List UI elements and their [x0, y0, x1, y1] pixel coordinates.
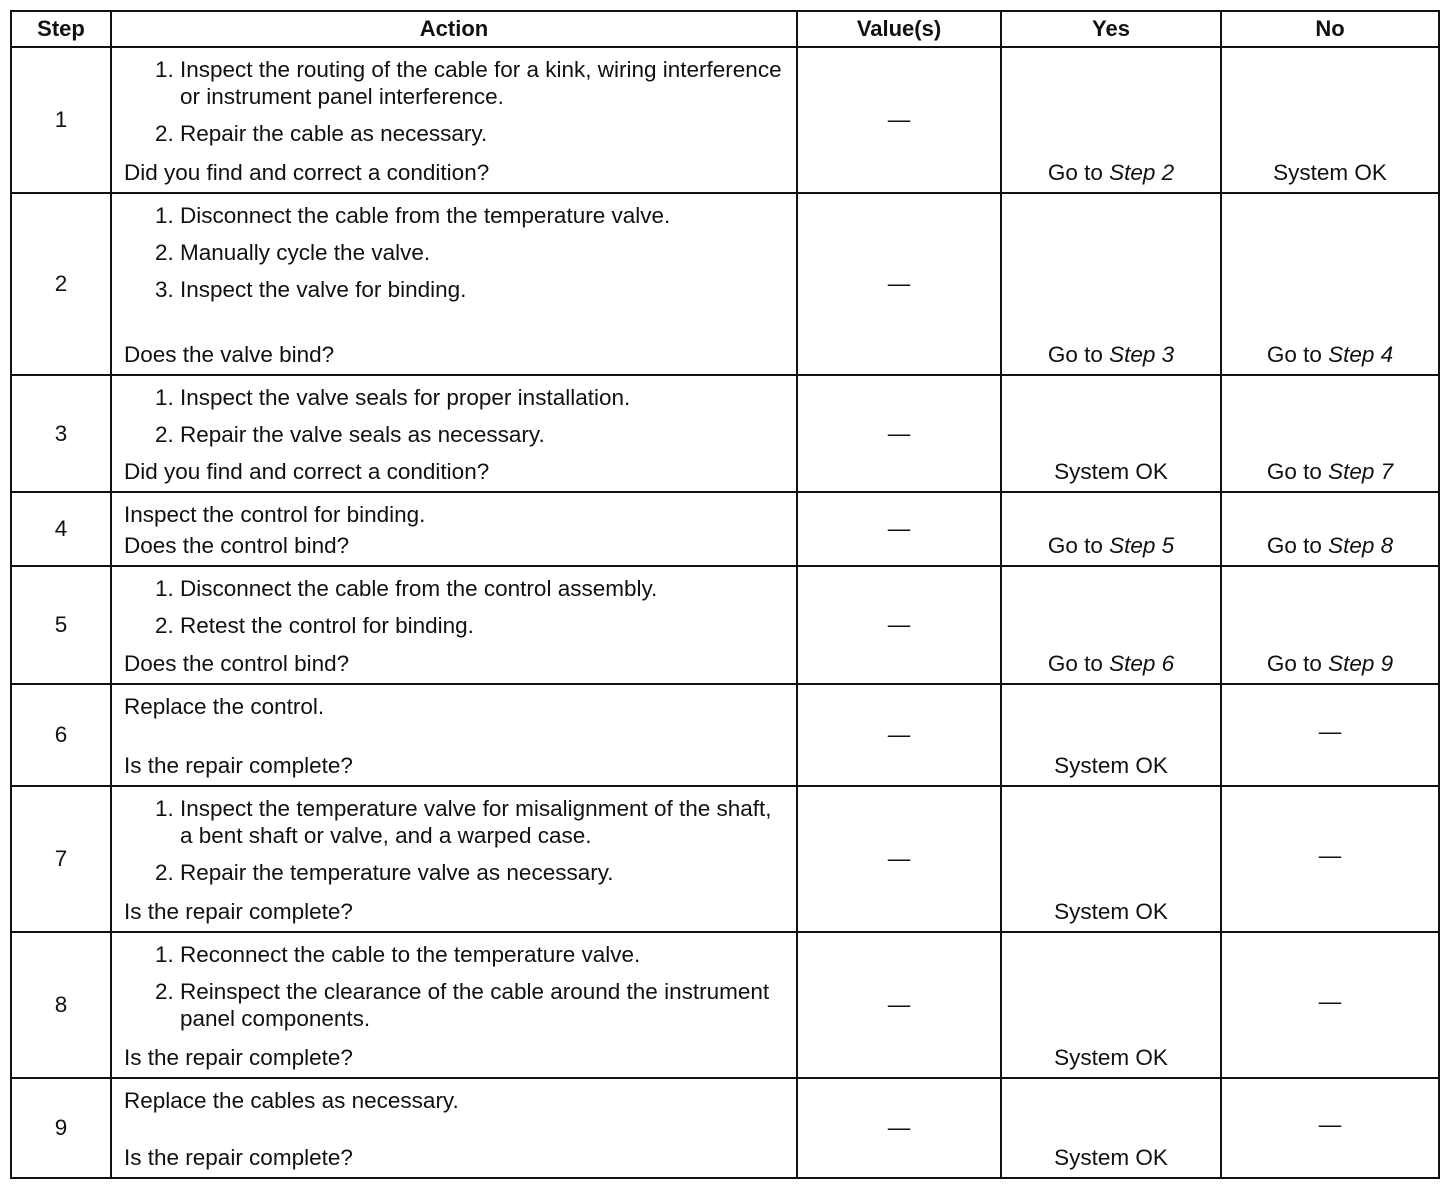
header-action: Action: [111, 11, 797, 47]
no-cell: [1221, 566, 1439, 684]
table-row: [11, 1078, 1439, 1178]
value-cell: —: [797, 566, 1001, 684]
no-cell: [1221, 786, 1439, 932]
action-instructions: [124, 56, 784, 157]
action-list-item: 1. Disconnect the cable from the temperature valve.: [180, 202, 784, 229]
action-question: Does the control bind?: [124, 651, 350, 676]
action-cell: [111, 786, 797, 932]
no-text: —: [1318, 719, 1342, 744]
yes-cell: [1001, 47, 1221, 193]
action-cell: [111, 1078, 797, 1178]
yes-cell: [1001, 375, 1221, 492]
yes-cell: [1001, 193, 1221, 375]
value-cell: —: [797, 375, 1001, 492]
action-instructions: [124, 1087, 784, 1114]
action-cell: [111, 47, 797, 193]
yes-step-ref: Step 2: [1109, 160, 1175, 185]
no-cell: [1221, 47, 1439, 193]
header-no: No: [1221, 11, 1439, 47]
no-step-ref: Step 4: [1328, 342, 1394, 367]
action-instructions: [124, 575, 784, 649]
action-instructions: [124, 941, 784, 1042]
action-question: Is the repair complete?: [124, 1045, 353, 1070]
action-content: [124, 795, 784, 925]
action-list: [124, 56, 784, 147]
yes-cell: [1001, 566, 1221, 684]
no-text: —: [1318, 989, 1342, 1014]
yes-text: Go to: [1047, 342, 1103, 367]
action-cell: [111, 932, 797, 1078]
action-list-item: 2. Repair the valve seals as necessary.: [180, 421, 784, 448]
value-cell: —: [797, 684, 1001, 786]
yes-text: System OK: [1054, 753, 1168, 778]
action-question: Does the valve bind?: [124, 342, 335, 367]
action-lead: Inspect the control for binding.: [124, 502, 426, 527]
action-content: [124, 501, 784, 559]
table-row: [11, 492, 1439, 566]
step-number: 5: [11, 566, 111, 684]
action-list: [124, 795, 784, 886]
action-list-item: 1. Inspect the temperature valve for misalignment of the shaft, a bent shaft or valve, and a warped case.: [180, 795, 784, 849]
action-cell: [111, 193, 797, 375]
step-number: 1: [11, 47, 111, 193]
no-step-ref: Step 9: [1328, 651, 1394, 676]
no-cell: [1221, 492, 1439, 566]
action-list: [124, 202, 784, 303]
yes-cell: [1001, 786, 1221, 932]
action-instructions: [124, 202, 784, 313]
no-text: System OK: [1273, 160, 1387, 185]
value-cell: —: [797, 492, 1001, 566]
no-text: Go to: [1266, 459, 1322, 484]
no-text: Go to: [1266, 533, 1322, 558]
action-list-item: 2. Manually cycle the valve.: [180, 239, 784, 266]
yes-cell: [1001, 932, 1221, 1078]
header-row: [11, 11, 1439, 47]
yes-text: Go to: [1047, 160, 1103, 185]
table-row: [11, 932, 1439, 1078]
yes-step-ref: Step 6: [1109, 651, 1175, 676]
header-values: Value(s): [797, 11, 1001, 47]
action-list-item: 1. Disconnect the cable from the control assembly.: [180, 575, 784, 602]
action-instructions: [124, 795, 784, 896]
action-instructions: [124, 693, 784, 720]
step-number: 4: [11, 492, 111, 566]
no-cell: [1221, 375, 1439, 492]
yes-cell: [1001, 684, 1221, 786]
step-number: 8: [11, 932, 111, 1078]
action-list-item: 1. Reconnect the cable to the temperature valve.: [180, 941, 784, 968]
action-cell: [111, 684, 797, 786]
action-question: Did you find and correct a condition?: [124, 459, 490, 484]
table-row: [11, 193, 1439, 375]
no-cell: [1221, 1078, 1439, 1178]
value-cell: —: [797, 47, 1001, 193]
action-list: [124, 384, 784, 448]
table-row: [11, 47, 1439, 193]
action-question: Is the repair complete?: [124, 1145, 353, 1170]
action-list-item: 2. Retest the control for binding.: [180, 612, 784, 639]
action-question: Is the repair complete?: [124, 899, 353, 924]
table-row: [11, 566, 1439, 684]
step-number: 6: [11, 684, 111, 786]
diagnostic-table: [10, 10, 1440, 1179]
action-content: [124, 56, 784, 186]
action-list-item: 1. Inspect the routing of the cable for a kink, wiring interference or instrument panel interference.: [180, 56, 784, 110]
header-step: Step: [11, 11, 111, 47]
no-text: —: [1318, 1112, 1342, 1137]
no-step-ref: Step 7: [1328, 459, 1394, 484]
yes-text: System OK: [1054, 1145, 1168, 1170]
action-content: [124, 1087, 784, 1171]
action-question: Does the control bind?: [124, 533, 350, 558]
action-cell: [111, 566, 797, 684]
action-lead: Replace the cables as necessary.: [124, 1088, 459, 1113]
no-text: Go to: [1266, 342, 1322, 367]
no-text: Go to: [1266, 651, 1322, 676]
action-lead: Replace the control.: [124, 694, 325, 719]
no-cell: [1221, 932, 1439, 1078]
action-cell: [111, 375, 797, 492]
action-instructions: [124, 384, 784, 458]
action-list-item: 2. Repair the cable as necessary.: [180, 120, 784, 147]
action-content: [124, 575, 784, 677]
table-row: [11, 684, 1439, 786]
action-content: [124, 693, 784, 779]
action-content: [124, 941, 784, 1071]
no-cell: [1221, 684, 1439, 786]
yes-text: System OK: [1054, 899, 1168, 924]
action-question: Is the repair complete?: [124, 753, 353, 778]
yes-cell: [1001, 1078, 1221, 1178]
table-body: [11, 47, 1439, 1178]
step-number: 3: [11, 375, 111, 492]
action-question: Did you find and correct a condition?: [124, 160, 490, 185]
yes-text: System OK: [1054, 1045, 1168, 1070]
action-cell: [111, 492, 797, 566]
table-row: [11, 375, 1439, 492]
value-cell: —: [797, 932, 1001, 1078]
step-number: 9: [11, 1078, 111, 1178]
action-list-item: 2. Reinspect the clearance of the cable around the instrument panel components.: [180, 978, 784, 1032]
action-list: [124, 575, 784, 639]
value-cell: —: [797, 786, 1001, 932]
yes-text: Go to: [1047, 533, 1103, 558]
action-content: [124, 202, 784, 368]
yes-cell: [1001, 492, 1221, 566]
header-yes: Yes: [1001, 11, 1221, 47]
no-cell: [1221, 193, 1439, 375]
yes-text: System OK: [1054, 459, 1168, 484]
value-cell: —: [797, 193, 1001, 375]
action-list-item: 3. Inspect the valve for binding.: [180, 276, 784, 303]
yes-step-ref: Step 3: [1109, 342, 1175, 367]
action-list: [124, 941, 784, 1032]
action-list-item: 2. Repair the temperature valve as necessary.: [180, 859, 784, 886]
step-number: 7: [11, 786, 111, 932]
action-list-item: 1. Inspect the valve seals for proper installation.: [180, 384, 784, 411]
action-content: [124, 384, 784, 485]
table-row: [11, 786, 1439, 932]
yes-text: Go to: [1047, 651, 1103, 676]
no-step-ref: Step 8: [1328, 533, 1394, 558]
no-text: —: [1318, 843, 1342, 868]
yes-step-ref: Step 5: [1109, 533, 1175, 558]
value-cell: —: [797, 1078, 1001, 1178]
step-number: 2: [11, 193, 111, 375]
action-instructions: [124, 501, 784, 528]
